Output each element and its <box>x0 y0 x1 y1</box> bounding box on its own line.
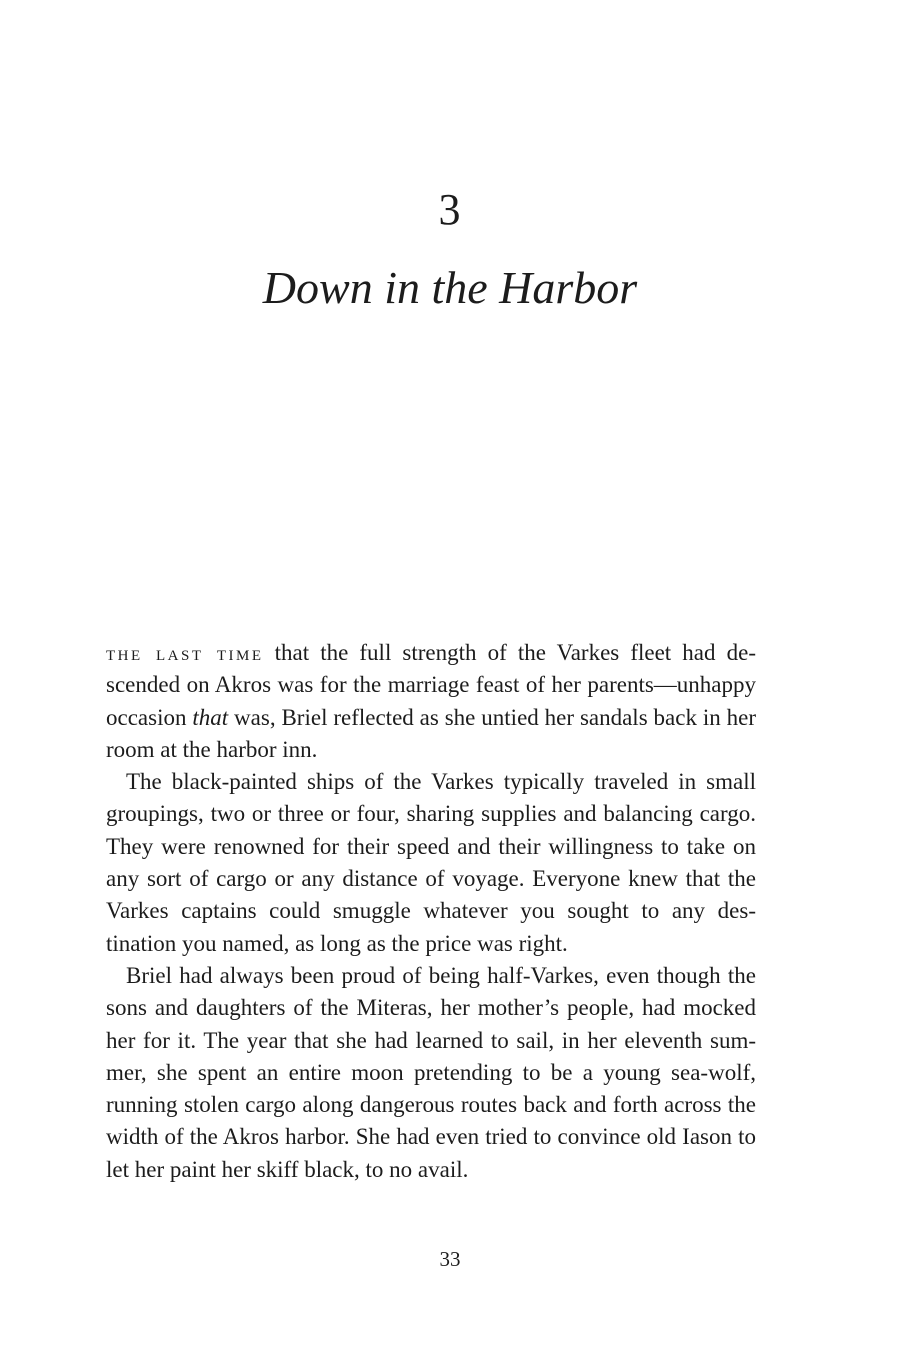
paragraph-1-text-b: was, Briel reflected as she untied her sandals back in her room at the harbor inn. <box>106 704 757 762</box>
chapter-title: Down in the Harbor <box>262 262 638 313</box>
paragraph-1 <box>106 637 756 766</box>
paragraph-1-text-a: that the full strength of the Varkes fleet had descended on Akros was for the marriage feast of her parents—unhappy occasion <box>106 640 756 730</box>
chapter-number: 3 <box>438 185 462 234</box>
page-number: 33 <box>439 1247 461 1271</box>
lead-in-smallcaps: the last time <box>106 640 264 665</box>
paragraph-3: Briel had always been proud of being half-Varkes, even though the sons and daughters of the Miteras, her mother’s people, had mocked her for it. The year that she had learned to sail, in her eleventh summer, she spent an entire moon pretending to be a young sea-wolf, running stolen cargo along dangerous routes back and forth across the width of the Akros harbor. She had even tried to convince old Iason to let her paint her skiff black, to no avail. <box>106 962 756 1182</box>
paragraph-1-italic: that <box>192 704 229 730</box>
chapter-body <box>106 637 756 1186</box>
paragraph-2: The black-painted ships of the Varkes typically traveled in small groupings, two or three or four, sharing supplies and balancing cargo. They were renowned for their speed and their willingness to take on any sort of cargo or any distance of voyage. Everyone knew that the Varkes captains could smuggle whatever you sought to any destination you named, as long as the price was right. <box>106 769 756 956</box>
